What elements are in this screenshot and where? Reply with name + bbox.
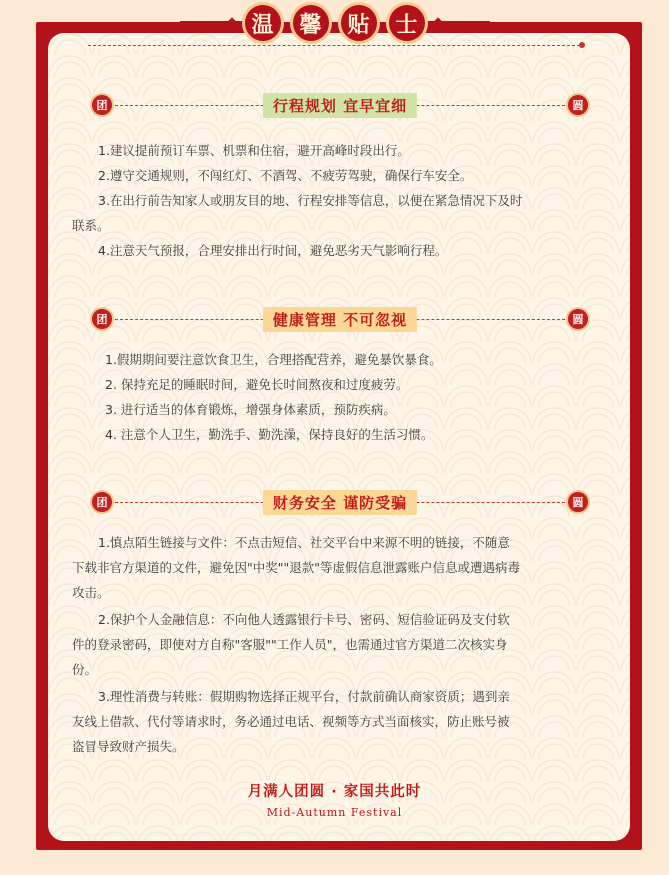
- badge-yuan: 圆: [566, 490, 590, 514]
- title-char: 馨: [290, 2, 332, 44]
- diamond-ornament: [226, 17, 237, 28]
- section-header-health: [90, 307, 590, 333]
- section-title: 健康管理 不可忽视: [263, 307, 417, 332]
- footer-subtitle: Mid-Autumn Festival: [266, 806, 403, 819]
- paragraph-line: 4. 注意个人卫生，勤洗手、勤洗澡，保持良好的生活习惯。: [105, 427, 434, 442]
- badge-tuan: 团: [90, 93, 114, 117]
- title-char: 士: [386, 2, 428, 44]
- divider: [88, 45, 580, 46]
- section-title: 财务安全 谨防受骗: [263, 490, 417, 515]
- paragraph-line: 下载非官方渠道的文件，避免因"中奖""退款"等虚假信息泄露账户信息或遭遇病毒: [72, 560, 520, 575]
- paragraph-line: 联系。: [72, 218, 110, 233]
- paragraph-line: 1.假期期间要注意饮食卫生，合理搭配营养，避免暴饮暴食。: [105, 352, 442, 367]
- dot-ornament: [579, 42, 585, 48]
- paragraph-line: 2.保护个人金融信息：不向他人透露银行卡号、密码、短信验证码及支付软: [98, 612, 510, 627]
- paragraph-line: 1.建议提前预订车票、机票和住宿，避开高峰时段出行。: [98, 143, 410, 158]
- paragraph-line: 4.注意天气预报，合理安排出行时间，避免恶劣天气影响行程。: [98, 243, 448, 258]
- paragraph-line: 攻击。: [72, 585, 110, 600]
- section-header-travel: [90, 93, 590, 119]
- diamond-ornament: [432, 17, 443, 28]
- section-title: 行程规划 宜早宜细: [263, 93, 417, 118]
- page-title: [0, 0, 669, 46]
- title-char: 温: [242, 2, 284, 44]
- section-header-finance: [90, 490, 590, 516]
- footer-title: 月满人团圆 · 家国共此时: [247, 784, 422, 800]
- paragraph-line: 件的登录密码，即使对方自称"客服""工作人员"，也需通过官方渠道二次核实身: [72, 637, 508, 652]
- paragraph-line: 盗冒导致财产损失。: [72, 739, 185, 754]
- paragraph-line: 友线上借款、代付等请求时，务必通过电话、视频等方式当面核实，防止账号被: [72, 714, 510, 729]
- paragraph-line: 份。: [72, 662, 98, 677]
- paragraph-line: 3. 进行适当的体育锻炼，增强身体素质，预防疾病。: [105, 402, 396, 417]
- paragraph-line: 3.理性消费与转账：假期购物选择正规平台，付款前确认商家资质；遇到亲: [98, 689, 510, 704]
- badge-tuan: 团: [90, 307, 114, 331]
- badge-yuan: 圆: [566, 307, 590, 331]
- paragraph-line: 1.慎点陌生链接与文件：不点击短信、社交平台中来源不明的链接，不随意: [98, 535, 510, 550]
- paragraph-line: 3.在出行前告知家人或朋友目的地、行程安排等信息，以便在紧急情况下及时: [98, 193, 523, 208]
- paragraph-line: 2. 保持充足的睡眠时间，避免长时间熬夜和过度疲劳。: [105, 377, 409, 392]
- paragraph-line: 2.遵守交通规则，不闯红灯、不酒驾、不疲劳驾驶，确保行车安全。: [98, 168, 473, 183]
- badge-tuan: 团: [90, 490, 114, 514]
- badge-yuan: 圆: [566, 93, 590, 117]
- title-char: 贴: [338, 2, 380, 44]
